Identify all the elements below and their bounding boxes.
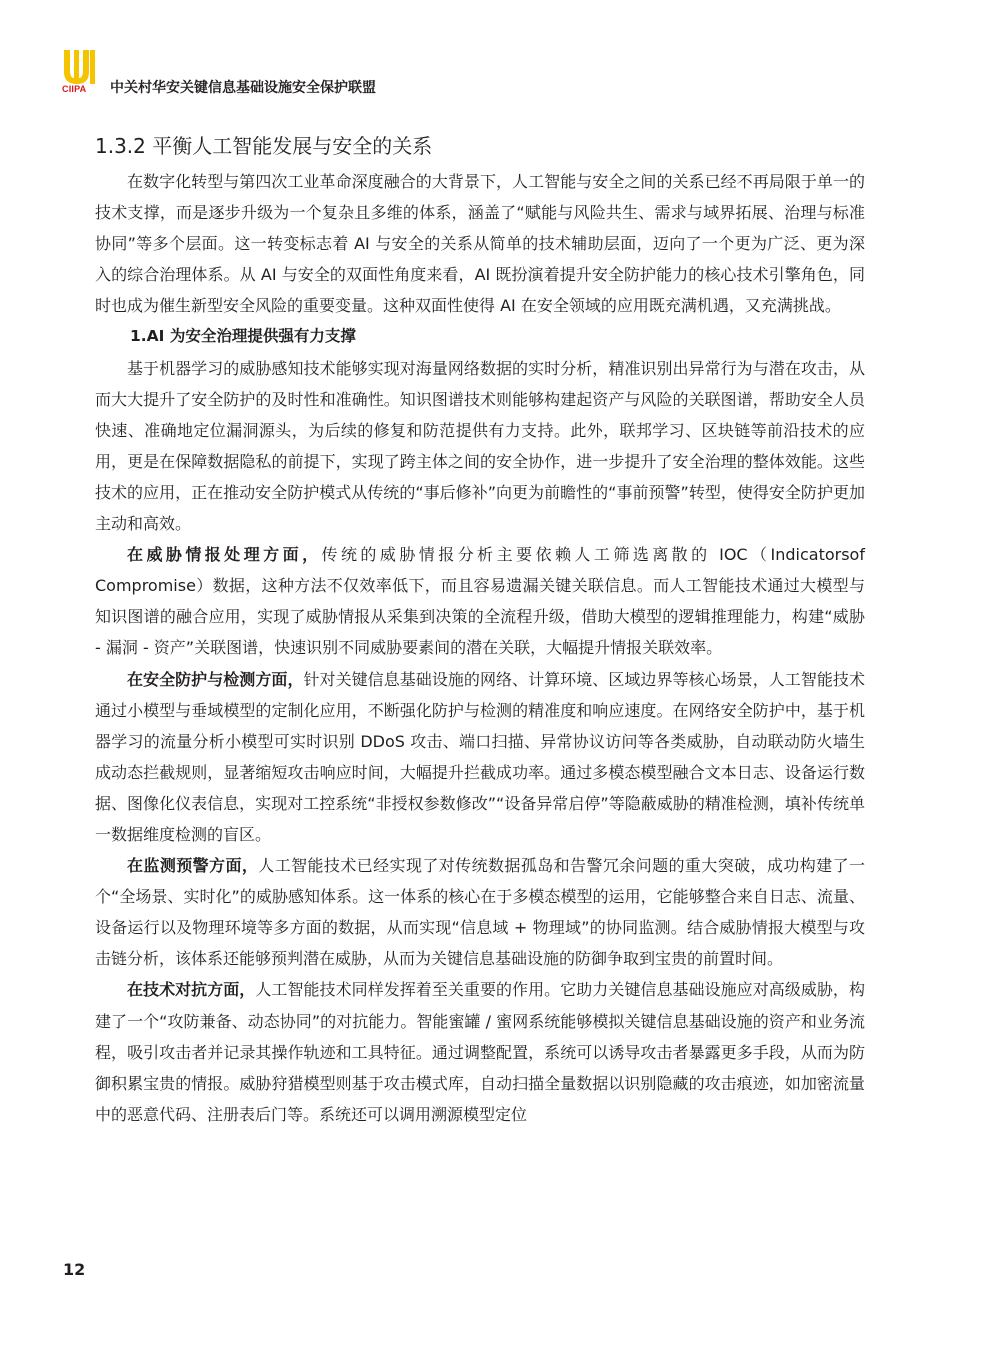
intro-paragraph: 在数字化转型与第四次工业革命深度融合的大背景下，人工智能与安全之间的关系已经不再局限于单一的技术支撑，而是逐步升级为一个复杂且多维的体系，涵盖了“赋能与风险共生、需求与域界拓展、治理与标准协同”等多个层面。这一转变标志着 AI 与安全的关系从简单的技术辅助层面，迈向了一个更为广泛、更为深入的综合治理体系。从 AI 与安全的双面性角度来看，AI 既扮演着提升安全防护能力的核心技术引擎角色，同时也成为催生新型安全风险的重要变量。这种双面性使得 AI 在安全领域的应用既充满机遇，又充满挑战。 xyxy=(95,172,865,316)
body-monitoring: 人工智能技术已经实现了对传统数据孤岛和告警冗余问题的重大突破，成功构建了一个“全场景、实时化”的威胁感知体系。这一体系的核心在于多模态模型的运用，它能够整合来自日志、流量、设备运行以及物理环境等多方面的数据，从而实现“信息域 + 物理域”的协同监测。结合威胁情报大模型与攻击链分析，该体系还能够预判潜在威胁，从而为关键信息基础设施的防御争取到宝贵的前置时间。 xyxy=(95,856,865,969)
article-body xyxy=(95,166,865,1130)
paragraph-monitoring xyxy=(95,850,865,974)
paragraph-protection-detection xyxy=(95,664,865,851)
paragraph-ai-support: 基于机器学习的威胁感知技术能够实现对海量网络数据的实时分析，精准识别出异常行为与潜在攻击，从而大大提升了安全防护的及时性和准确性。知识图谱技术则能够构建起资产与风险的关联图谱，帮助安全人员快速、准确地定位漏洞源头，为后续的修复和防范提供有力支持。此外，联邦学习、区块链等前沿技术的应用，更是在保障数据隐私的前提下，实现了跨主体之间的安全协作，进一步提升了安全治理的整体效能。这些技术的应用，正在推动安全防护模式从传统的“事后修补”向更为前瞻性的“事前预警”转型，使得安全防护更加主动和高效。 xyxy=(95,358,865,534)
lead-monitoring: 在监测预警方面， xyxy=(127,856,259,876)
paragraph-countermeasure xyxy=(95,974,865,1129)
lead-protection-detection: 在安全防护与检测方面， xyxy=(127,669,304,689)
paragraph-threat-intel xyxy=(95,539,865,663)
organization-name: 中关村华安关键信息基础设施安全保护联盟 xyxy=(110,80,376,96)
lead-countermeasure: 在技术对抗方面， xyxy=(127,980,256,1000)
subheading: 1.AI 为安全治理提供强有力支撑 xyxy=(130,327,356,346)
section-title: 1.3.2 平衡人工智能发展与安全的关系 xyxy=(95,134,433,158)
page-number: 12 xyxy=(63,1260,86,1279)
body-threat-intel: 传统的威胁情报分析主要依赖人工筛选离散的 IOC（Indicatorsof Compromise）数据，这种方法不仅效率低下，而且容易遗漏关键关联信息。而人工智能技术通过大模型与知识图谱的融合应用，实现了威胁情报从采集到决策的全流程升级，借助大模型的逻辑推理能力，构建“威胁 - 漏洞 - 资产”关联图谱，快速识别不同威胁要素间的潜在关联，大幅提升情报关联效率。 xyxy=(95,545,865,658)
body-protection-detection: 针对关键信息基础设施的网络、计算环境、区域边界等核心场景，人工智能技术通过小模型与垂域模型的定制化应用，不断强化防护与检测的精准度和响应速度。在网络安全防护中，基于机器学习的流量分析小模型可实时识别 DDoS 攻击、端口扫描、异常协议访问等各类威胁，自动联动防火墙生成动态拦截规则，显著缩短攻击响应时间，大幅提升拦截成功率。通过多模态模型融合文本日志、设备运行数据、图像化仪表信息，实现对工控系统“非授权参数修改”“设备异常启停”等隐蔽威胁的精准检测，填补传统单一数据维度检测的盲区。 xyxy=(95,669,865,844)
logo-text: CIIPA xyxy=(62,84,87,94)
lead-threat-intel: 在威胁情报处理方面， xyxy=(127,545,322,565)
page-header xyxy=(62,48,762,100)
body-countermeasure: 人工智能技术同样发挥着至关重要的作用。它助力关键信息基础设施应对高级威胁，构建了一个“攻防兼备、动态协同”的对抗能力。智能蜜罐 / 蜜网系统能够模拟关键信息基础设施的资产和业务流程，吸引攻击者并记录其操作轨迹和工具特征。通过调整配置，系统可以诱导攻击者暴露更多手段，从而为防御积累宝贵的情报。威胁狩猎模型则基于攻击模式库，自动扫描全量数据以识别隐藏的攻击痕迹，如加密流量中的恶意代码、注册表后门等。系统还可以调用溯源模型定位 xyxy=(95,980,865,1124)
